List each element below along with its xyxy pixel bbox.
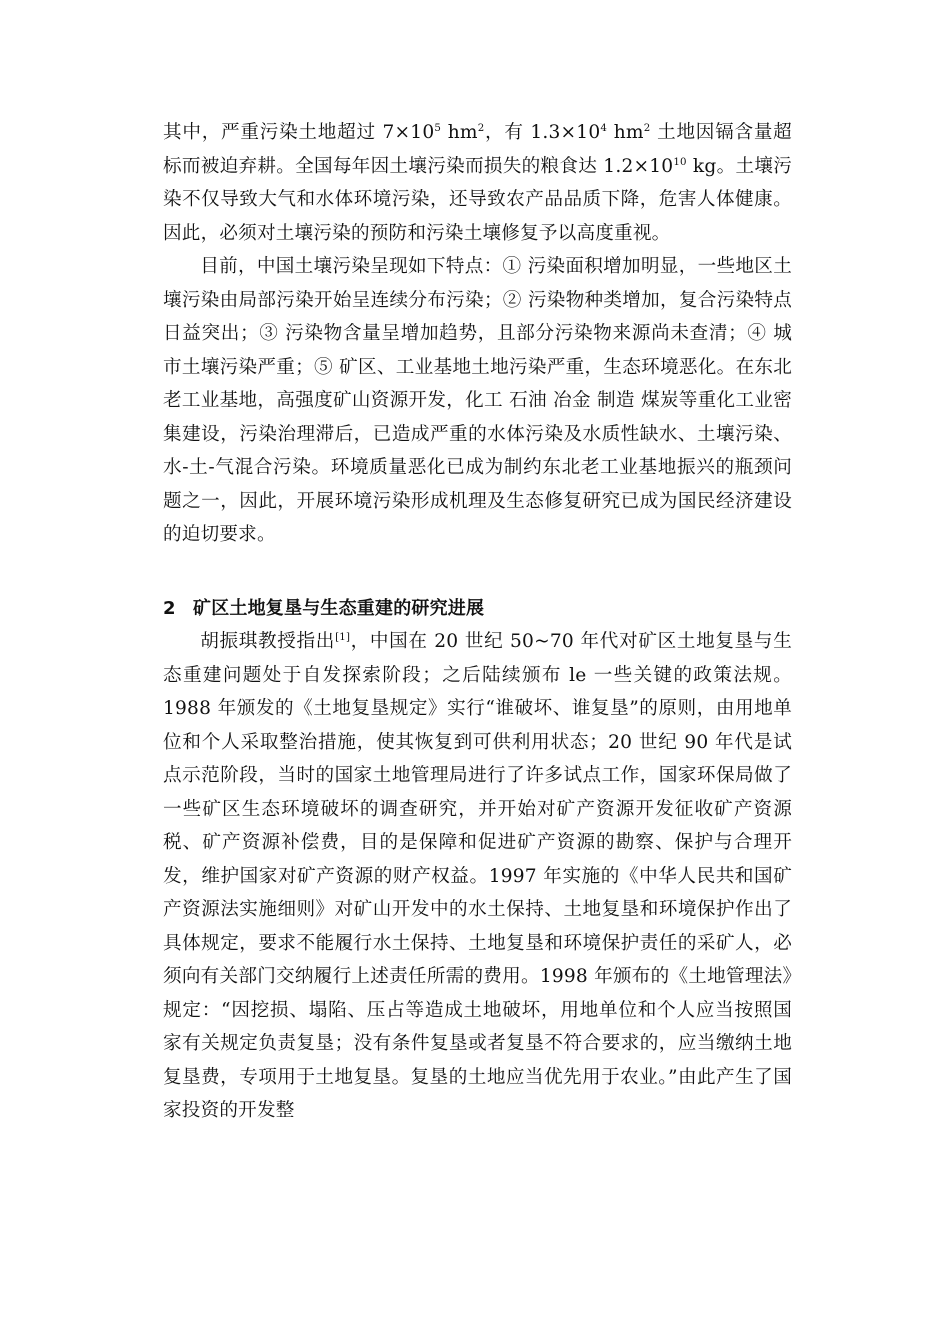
paragraph-reclamation-history: 胡振琪教授指出[1]，中国在 20 世纪 50~70 年代对矿区土地复垦与生态重建问题处于自发探索阶段；之后陆续颁布 le 一些关键的政策法规。1988 年颁发的《土地复垦规定》实行“谁破坏、谁复垦”的原则，由用地单位和个人采取整治措施，使其恢复到可供利用状态；20 世纪 90 年代是试点示范阶段，当时的国家土地管理局进行了许多试点工作，国家环保局做了一些矿区生态环境破坏的调查研究，并开始对矿产资源开发征收矿产资源税、矿产资源补偿费，目的是保障和促进矿产资源的勘察、保护与合理开发，维护国家对矿产资源的财产权益。1997 年实施的《中华人民共和国矿产资源法实施细则》对矿山开发中的水土保持、土地复垦和环境保护作出了具体规定，要求不能履行水土保持、土地复垦和环境保护责任的采矿人，必须向有关部门交纳履行上述责任所需的费用。1998 年颁布的《土地管理法》规定：“因挖损、塌陷、压占等造成土地破坏，用地单位和个人应当按照国家有关规定负责复垦；没有条件复垦或者复垦不符合要求的，应当缴纳土地复垦费，专项用于土地复垦。复垦的土地应当优先用于农业。”由此产生了国家投资的开发整 bbox=[163, 631, 792, 1121]
section-title: 矿区土地复垦与生态重建的研究进展 bbox=[193, 597, 485, 619]
exponent: 2 bbox=[643, 122, 651, 134]
exponent: 5 bbox=[434, 122, 442, 134]
exponent: 2 bbox=[477, 122, 485, 134]
section-heading bbox=[163, 592, 792, 626]
paragraph-soil-pollution-stats: 其中，严重污染土地超过 $7\times 10^5$ $hm^2$，有 $1.3\times 10^4$ $hm^2$ 土地因镉含量超标而被迫弃耕。全国每年因土壤污染而损失的粮食达 $1.2\times 10^{10}$ kg。土壤污染不仅导致大气和水体环境污染，还导致农产品品质下降，危害人体健康。因此，必须对土壤污染的预防和污染土壤修复予以高度重视。 bbox=[163, 122, 792, 244]
citation: [1] bbox=[335, 631, 351, 643]
exponent: 4 bbox=[600, 122, 608, 134]
paragraph-pollution-characteristics: 目前，中国土壤污染呈现如下特点：① 污染面积增加明显，一些地区土壤污染由局部污染开始呈连续分布污染；② 污染物种类增加，复合污染特点日益突出；③ 污染物含量呈增加趋势，且部分污染物来源尚未查清；④ 城市土壤污染严重；⑤ 矿区、工业基地土地污染严重，生态环境恶化。在东北老工业基地，高强度矿山资源开发，化工 石油 冶金 制造 煤炭等重化工业密集建设，污染治理滞后，已造成严重的水体污染及水质性缺水、土壤污染、水-土-气混合污染。环境质量恶化已成为制约东北老工业基地振兴的瓶颈问题之一，因此，开展环境污染形成机理及生态修复研究已成为国民经济建设的迫切要求。 bbox=[163, 256, 792, 545]
exponent: 10 bbox=[673, 156, 687, 168]
section-number: 2 bbox=[163, 597, 176, 619]
body-text bbox=[163, 116, 792, 1128]
